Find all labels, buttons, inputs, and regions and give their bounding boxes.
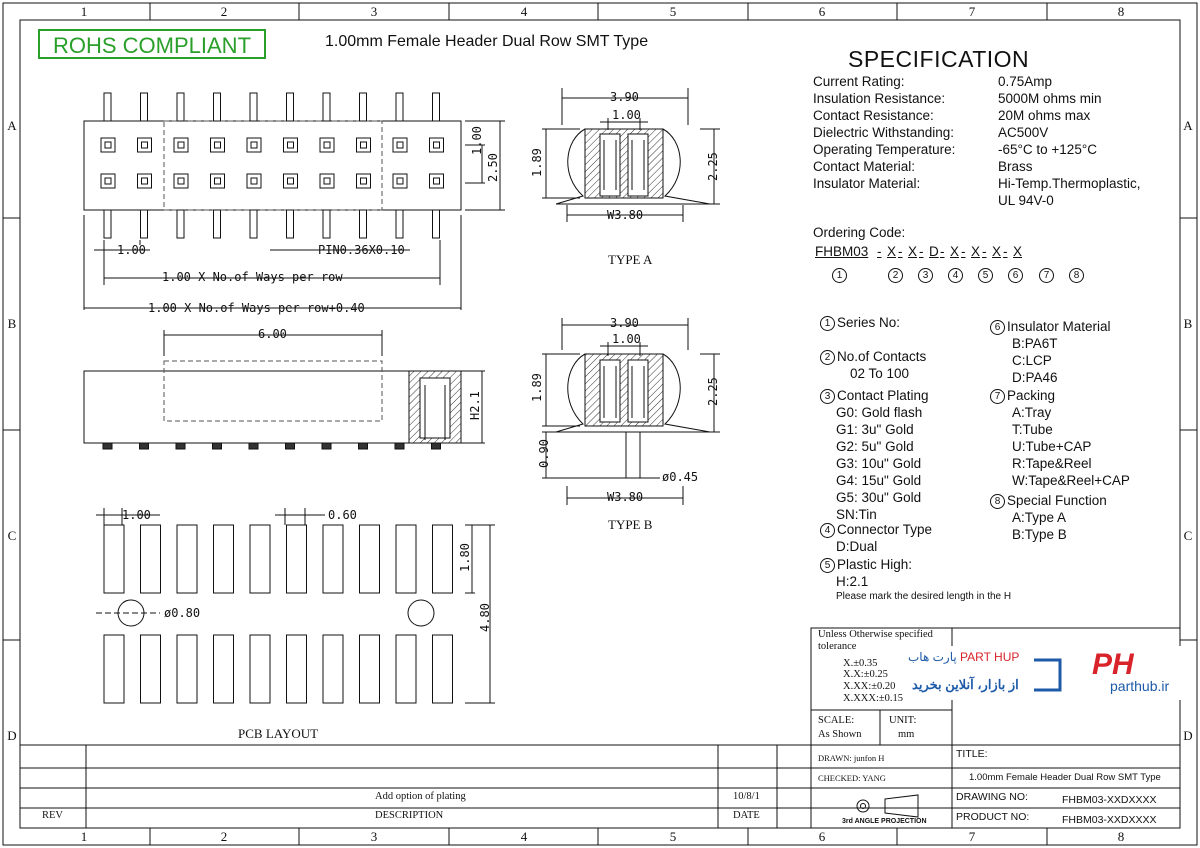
option-title: Connector Type bbox=[837, 522, 933, 537]
pin bbox=[323, 93, 330, 121]
ordering-index: 8 bbox=[1069, 268, 1084, 283]
pin bbox=[177, 93, 184, 121]
option-special-title bbox=[990, 493, 1107, 509]
grid-col-1-bottom: 1 bbox=[80, 829, 88, 844]
ordering-separator: - bbox=[898, 244, 903, 259]
contact-window bbox=[357, 174, 371, 188]
option-value: A:Type A bbox=[1012, 510, 1067, 525]
dim-pin: PIN0.36X0.10 bbox=[318, 243, 405, 257]
description-label: DESCRIPTION bbox=[375, 810, 444, 821]
option-note: Please mark the desired length in the H bbox=[836, 591, 1012, 602]
type-b-label: TYPE B bbox=[608, 517, 653, 532]
spec-value: AC500V bbox=[998, 125, 1049, 140]
contact-window bbox=[247, 138, 261, 152]
grid-col-3: 3 bbox=[370, 4, 378, 19]
option-value: H:2.1 bbox=[836, 574, 869, 589]
contact-window-inner bbox=[361, 142, 367, 148]
dim-pcb-pad: 0.60 bbox=[328, 508, 357, 522]
option-title: Special Function bbox=[1007, 493, 1107, 508]
option-contacts-title bbox=[820, 349, 926, 365]
grid-col-5: 5 bbox=[669, 4, 677, 19]
pin bbox=[287, 93, 294, 121]
option-value: G4: 15u" Gold bbox=[836, 473, 922, 488]
option-value: D:Dual bbox=[836, 539, 878, 554]
option-number: 7 bbox=[990, 389, 1005, 404]
ordering-separator: - bbox=[877, 244, 882, 259]
tolerance-4: X.XXX:±0.15 bbox=[843, 693, 904, 704]
grid-col-2-bottom: 2 bbox=[220, 829, 228, 844]
option-value: G5: 30u" Gold bbox=[836, 490, 922, 505]
contact-window bbox=[357, 138, 371, 152]
pcb-pad bbox=[287, 525, 307, 593]
option-insulator-title bbox=[990, 319, 1111, 335]
contact-window-inner bbox=[251, 178, 257, 184]
drawing-no-value: FHBM03-XXDXXXX bbox=[1062, 794, 1157, 806]
spec-value: 20M ohms max bbox=[998, 108, 1091, 123]
pcb-pad bbox=[141, 525, 161, 593]
option-title: Packing bbox=[1007, 388, 1056, 403]
pcb-pad bbox=[287, 635, 307, 703]
spec-value: Hi-Temp.Thermoplastic, bbox=[998, 176, 1141, 191]
pcb-pad bbox=[214, 525, 234, 593]
solder-foot bbox=[322, 443, 331, 449]
spec-value: UL 94V-0 bbox=[998, 193, 1054, 208]
solder-foot bbox=[140, 443, 149, 449]
option-title: No.of Contacts bbox=[837, 349, 927, 364]
rohs-badge: ROHS COMPLIANT bbox=[38, 29, 266, 59]
grid-row-b-right: B bbox=[1183, 316, 1193, 331]
contact-window-inner bbox=[288, 178, 294, 184]
pcb-pad bbox=[323, 635, 343, 703]
contact-window-inner bbox=[178, 178, 184, 184]
ordering-separator: - bbox=[919, 244, 924, 259]
scale-value: As Shown bbox=[818, 729, 862, 740]
option-value: G0: Gold flash bbox=[836, 405, 923, 420]
option-value: G2: 5u" Gold bbox=[836, 439, 914, 454]
contact-window-inner bbox=[178, 142, 184, 148]
pcb-pad bbox=[250, 635, 270, 703]
drawing-title: 1.00mm Female Header Dual Row SMT Type bbox=[325, 33, 649, 50]
contact-window bbox=[138, 174, 152, 188]
option-number: 2 bbox=[820, 350, 835, 365]
spec-label: Insulator Material: bbox=[813, 176, 921, 191]
option-number: 1 bbox=[820, 316, 835, 331]
solder-foot bbox=[359, 443, 368, 449]
pin bbox=[214, 210, 221, 238]
pin bbox=[141, 93, 148, 121]
grid-col-4-bottom: 4 bbox=[520, 829, 528, 844]
ordering-index: 2 bbox=[888, 268, 903, 283]
contact-window bbox=[138, 138, 152, 152]
ordering-index: 4 bbox=[948, 268, 963, 283]
option-value: G3: 10u" Gold bbox=[836, 456, 922, 471]
pcb-pad bbox=[360, 635, 380, 703]
contact-window-inner bbox=[434, 142, 440, 148]
pin bbox=[287, 210, 294, 238]
dim-typea-width: 3.90 bbox=[610, 90, 639, 104]
dim-side-len: 6.00 bbox=[258, 327, 287, 341]
tolerance-title: Unless Otherwise specified tolerance bbox=[818, 629, 933, 652]
dim-typea-height2: 2.25 bbox=[706, 152, 720, 181]
pin bbox=[177, 210, 184, 238]
watermark-name-fa: پارت هاب bbox=[908, 650, 957, 664]
option-number: 6 bbox=[990, 320, 1005, 335]
option-value: B:PA6T bbox=[1012, 336, 1058, 351]
grid-row-d: D bbox=[7, 728, 17, 743]
date-label: DATE bbox=[733, 810, 760, 821]
dim-ways-plus: 1.00 X No.of Ways per row+0.40 bbox=[148, 301, 365, 315]
contact-window bbox=[101, 174, 115, 188]
grid-col-7: 7 bbox=[968, 4, 976, 19]
ordering-separator: - bbox=[1003, 244, 1008, 259]
dim-typea-base: W3.80 bbox=[607, 208, 644, 222]
side-view bbox=[84, 330, 485, 449]
grid-col-8: 8 bbox=[1117, 4, 1125, 19]
pin bbox=[104, 210, 111, 238]
contact-window bbox=[174, 138, 188, 152]
dim-pcb-hole: ø0.80 bbox=[164, 606, 201, 620]
grid-col-4: 4 bbox=[520, 4, 528, 19]
contact-window bbox=[430, 174, 444, 188]
spec-value: -65°C to +125°C bbox=[998, 142, 1097, 157]
pcb-pad bbox=[214, 635, 234, 703]
dim-h21: H2.1 bbox=[468, 391, 482, 420]
dim-typea-height: 1.89 bbox=[530, 148, 544, 177]
pcb-pad bbox=[141, 635, 161, 703]
contact-window bbox=[320, 174, 334, 188]
contact-window-inner bbox=[105, 178, 111, 184]
contact-window-inner bbox=[105, 142, 111, 148]
tolerance-1: X.±0.35 bbox=[843, 658, 878, 669]
option-value: D:PA46 bbox=[1012, 370, 1058, 385]
grid-col-6: 6 bbox=[818, 4, 826, 19]
contact-window-inner bbox=[251, 142, 257, 148]
grid-col-1: 1 bbox=[80, 4, 88, 19]
contact-window bbox=[101, 138, 115, 152]
drawing-no-label: DRAWING NO: bbox=[956, 791, 1028, 803]
option-value: U:Tube+CAP bbox=[1012, 439, 1092, 454]
contact-window-inner bbox=[142, 142, 148, 148]
dim-typeb-height2: 2.25 bbox=[706, 377, 720, 406]
grid-row-a-right: A bbox=[1183, 118, 1193, 133]
dim-pcb-total: 4.80 bbox=[478, 603, 492, 632]
tolerance-3: X.XX:±0.20 bbox=[843, 681, 896, 692]
pcb-layout-label: PCB LAYOUT bbox=[238, 726, 319, 741]
tolerance-2: X.X:±0.25 bbox=[843, 669, 888, 680]
option-title: Series No: bbox=[837, 315, 901, 330]
dim-typea-inner: 1.00 bbox=[612, 108, 641, 122]
option-number: 4 bbox=[820, 523, 835, 538]
pin bbox=[250, 210, 257, 238]
contact-window bbox=[174, 174, 188, 188]
ordering-token: FHBM03 bbox=[815, 244, 869, 259]
spec-label: Contact Material: bbox=[813, 159, 916, 174]
solder-foot bbox=[176, 443, 185, 449]
watermark-tagline: از بازار، آنلاین بخرید bbox=[912, 677, 1019, 692]
grid-row-c: C bbox=[7, 528, 17, 543]
spec-label: Contact Resistance: bbox=[813, 108, 934, 123]
pcb-pad bbox=[396, 525, 416, 593]
grid-row-b: B bbox=[7, 316, 17, 331]
revision-description: Add option of plating bbox=[375, 791, 466, 802]
ordering-heading: Ordering Code: bbox=[813, 225, 906, 240]
option-value: C:LCP bbox=[1012, 353, 1052, 368]
pin bbox=[433, 93, 440, 121]
pin bbox=[104, 93, 111, 121]
grid-col-2: 2 bbox=[220, 4, 228, 19]
title-label: TITLE: bbox=[956, 748, 988, 760]
spec-label: Insulation Resistance: bbox=[813, 91, 946, 106]
pcb-pad bbox=[396, 635, 416, 703]
contact-window-inner bbox=[361, 178, 367, 184]
contact-window bbox=[247, 174, 261, 188]
ordering-separator: - bbox=[982, 244, 987, 259]
product-no-label: PRODUCT NO: bbox=[956, 811, 1030, 823]
pcb-pad bbox=[250, 525, 270, 593]
watermark-brand bbox=[908, 650, 1019, 664]
projection-label: 3rd ANGLE PROJECTION bbox=[842, 818, 927, 825]
contact-window bbox=[284, 138, 298, 152]
ordering-separator: - bbox=[961, 244, 966, 259]
pcb-pad bbox=[360, 525, 380, 593]
ordering-token: X bbox=[950, 244, 960, 259]
dim-pcb-pitch: 1.00 bbox=[122, 508, 151, 522]
pin bbox=[360, 210, 367, 238]
watermark-site: parthub.ir bbox=[1110, 678, 1170, 694]
contact-window-inner bbox=[288, 142, 294, 148]
pcb-pad bbox=[177, 635, 197, 703]
option-value: 02 To 100 bbox=[850, 366, 910, 381]
grid-col-6-bottom: 6 bbox=[818, 829, 826, 844]
spec-label: Operating Temperature: bbox=[813, 142, 956, 157]
pin bbox=[323, 210, 330, 238]
pin bbox=[250, 93, 257, 121]
dim-pcb-pad-h: 1.80 bbox=[458, 543, 472, 572]
ordering-token: X bbox=[992, 244, 1002, 259]
contact-window-inner bbox=[215, 142, 221, 148]
title-value: 1.00mm Female Header Dual Row SMT Type bbox=[969, 772, 1161, 783]
grid-col-5-bottom: 5 bbox=[669, 829, 677, 844]
pcb-pad bbox=[177, 525, 197, 593]
contact-window bbox=[393, 174, 407, 188]
pin bbox=[214, 93, 221, 121]
option-plating-title bbox=[820, 388, 929, 404]
grid-row-c-right: C bbox=[1183, 528, 1193, 543]
option-series-title bbox=[820, 315, 900, 331]
contact-window-inner bbox=[434, 178, 440, 184]
dim-typeb-inner: 1.00 bbox=[612, 332, 641, 346]
option-number: 3 bbox=[820, 389, 835, 404]
pin bbox=[396, 93, 403, 121]
unit-value: mm bbox=[898, 729, 915, 740]
contact-window bbox=[320, 138, 334, 152]
product-no-value: FHBM03-XXDXXXX bbox=[1062, 814, 1157, 826]
pcb-pad bbox=[433, 635, 453, 703]
ordering-index: 5 bbox=[978, 268, 993, 283]
pcb-pad bbox=[433, 525, 453, 593]
dim-typeb-peg: 0.90 bbox=[537, 439, 551, 468]
unit-label: UNIT: bbox=[889, 715, 917, 726]
contact-window bbox=[211, 138, 225, 152]
pin bbox=[433, 210, 440, 238]
drawn-by: DRAWN: junfon H bbox=[818, 753, 885, 763]
option-value: G1: 3u" Gold bbox=[836, 422, 914, 437]
contact-window bbox=[284, 174, 298, 188]
ordering-separator: - bbox=[940, 244, 945, 259]
grid-col-7-bottom: 7 bbox=[968, 829, 976, 844]
checked-by: CHECKED: YANG bbox=[818, 773, 886, 783]
solder-foot bbox=[213, 443, 222, 449]
ordering-index: 7 bbox=[1039, 268, 1054, 283]
watermark-logo-mark: PH bbox=[1092, 648, 1134, 681]
dim-typeb-width: 3.90 bbox=[610, 316, 639, 330]
contact-window bbox=[393, 138, 407, 152]
contact-window-inner bbox=[324, 178, 330, 184]
watermark-name-en: PART HUP bbox=[960, 650, 1020, 664]
ordering-token: X bbox=[1013, 244, 1023, 259]
contact-window-inner bbox=[215, 178, 221, 184]
pin bbox=[141, 210, 148, 238]
rev-label: REV bbox=[42, 810, 63, 821]
option-value: SN:Tin bbox=[836, 507, 877, 522]
pcb-layout-view bbox=[96, 508, 495, 703]
dim-typeb-base: W3.80 bbox=[607, 490, 644, 504]
contact-window bbox=[430, 138, 444, 152]
option-value: B:Type B bbox=[1012, 527, 1067, 542]
spec-value: Brass bbox=[998, 159, 1033, 174]
option-value: T:Tube bbox=[1012, 422, 1053, 437]
ordering-token: D bbox=[929, 244, 939, 259]
option-value: A:Tray bbox=[1012, 405, 1052, 420]
spec-value: 0.75Amp bbox=[998, 74, 1053, 89]
pcb-pad bbox=[104, 525, 124, 593]
contact-window-inner bbox=[397, 178, 403, 184]
option-number: 5 bbox=[820, 558, 835, 573]
solder-foot bbox=[432, 443, 441, 449]
scale-label: SCALE: bbox=[818, 715, 855, 726]
ordering-token: X bbox=[887, 244, 897, 259]
dim-typeb-height: 1.89 bbox=[530, 373, 544, 402]
solder-foot bbox=[103, 443, 112, 449]
revision-date: 10/8/1 bbox=[733, 791, 760, 802]
solder-foot bbox=[286, 443, 295, 449]
pcb-pad bbox=[104, 635, 124, 703]
solder-foot bbox=[395, 443, 404, 449]
contact-window-inner bbox=[142, 178, 148, 184]
solder-foot bbox=[249, 443, 258, 449]
dim-ways: 1.00 X No.of Ways per row bbox=[162, 270, 343, 284]
grid-row-d-right: D bbox=[1183, 728, 1193, 743]
ordering-index: 6 bbox=[1008, 268, 1023, 283]
dim-top-pitch: 1.00 bbox=[117, 243, 146, 257]
spec-label: Current Rating: bbox=[813, 74, 905, 89]
option-value: R:Tape&Reel bbox=[1012, 456, 1092, 471]
spec-heading: SPECIFICATION bbox=[848, 46, 1030, 72]
contact-window-inner bbox=[397, 142, 403, 148]
option-plastic-title bbox=[820, 557, 912, 573]
contact-window-inner bbox=[324, 142, 330, 148]
contact-window bbox=[211, 174, 225, 188]
type-a-label: TYPE A bbox=[608, 252, 653, 267]
pin bbox=[360, 93, 367, 121]
grid-col-3-bottom: 3 bbox=[370, 829, 378, 844]
grid-col-8-bottom: 8 bbox=[1117, 829, 1125, 844]
grid-row-a: A bbox=[7, 118, 17, 133]
dim-row-pitch: 1.00 bbox=[470, 126, 484, 155]
pin bbox=[396, 210, 403, 238]
ordering-token: X bbox=[908, 244, 918, 259]
ordering-index: 3 bbox=[918, 268, 933, 283]
spec-label: Dielectric Withstanding: bbox=[813, 125, 955, 140]
ordering-index: 1 bbox=[832, 268, 847, 283]
option-packing-title bbox=[990, 388, 1055, 404]
spec-value: 5000M ohms min bbox=[998, 91, 1102, 106]
dim-height-top: 2.50 bbox=[486, 153, 500, 182]
option-title: Plastic High: bbox=[837, 557, 913, 572]
pcb-pad bbox=[323, 525, 343, 593]
option-title: Contact Plating bbox=[837, 388, 929, 403]
option-connector-title bbox=[820, 522, 932, 538]
option-value: W:Tape&Reel+CAP bbox=[1012, 473, 1130, 488]
ordering-token: X bbox=[971, 244, 981, 259]
dim-typeb-dia: ø0.45 bbox=[662, 470, 699, 484]
option-title: Insulator Material bbox=[1007, 319, 1111, 334]
option-number: 8 bbox=[990, 494, 1005, 509]
